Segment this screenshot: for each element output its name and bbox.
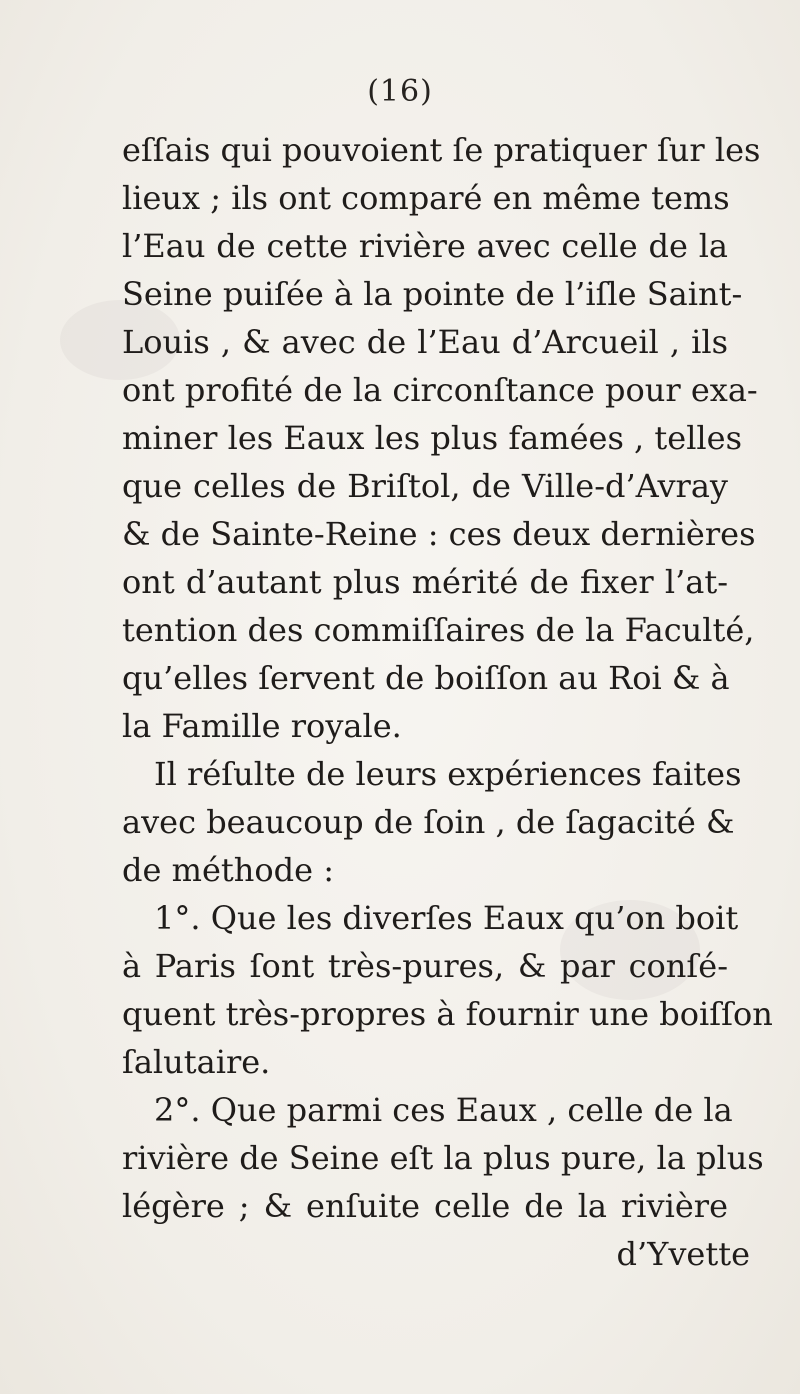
text-line: légère ; & enſuite celle de la rivière <box>122 1187 728 1225</box>
text-line: ont profité de la circonſtance pour exa- <box>122 371 758 409</box>
page-number: (16) <box>367 74 433 109</box>
text-line: quent très-propres à fournir une boiſſon <box>122 995 773 1033</box>
text-line: que celles de Briſtol, de Ville-d’Avray <box>122 467 728 505</box>
text-line: à Paris ſont très-pures, & par conſé- <box>122 947 728 985</box>
text-line: ont d’autant plus mérité de fixer l’at- <box>122 563 728 601</box>
text-line: Louis , & avec de l’Eau d’Arcueil , ils <box>122 323 728 361</box>
text-line: lieux ; ils ont comparé en même tems <box>122 179 730 217</box>
text-line: rivière de Seine eſt la plus pure, la plus <box>122 1139 764 1177</box>
text-line: & de Sainte-Reine : ces deux dernières <box>122 515 756 553</box>
catchword: d’Yvette <box>616 1235 750 1273</box>
text-line: Il réſulte de leurs expériences faites <box>154 755 742 793</box>
text-line: 2°. Que parmi ces Eaux , celle de la <box>154 1091 733 1129</box>
text-line: tention des commiſſaires de la Faculté, <box>122 611 755 649</box>
text-line: l’Eau de cette rivière avec celle de la <box>122 227 728 265</box>
text-line: miner les Eaux les plus famées , telles <box>122 419 743 457</box>
text-line: qu’elles ſervent de boiſſon au Roi & à <box>122 659 730 697</box>
text-line: ſalutaire. <box>122 1043 271 1081</box>
text-line: avec beaucoup de ſoin , de ſagacité & <box>122 803 735 841</box>
text-line: eſſais qui pouvoient ſe pratiquer ſur les <box>122 131 761 169</box>
text-line: la Famille royale. <box>122 707 402 745</box>
text-line: Seine puiſée à la pointe de l’iſle Saint- <box>122 275 743 313</box>
text-line: de méthode : <box>122 851 334 889</box>
text-line: 1°. Que les diverſes Eaux qu’on boit <box>154 899 739 937</box>
